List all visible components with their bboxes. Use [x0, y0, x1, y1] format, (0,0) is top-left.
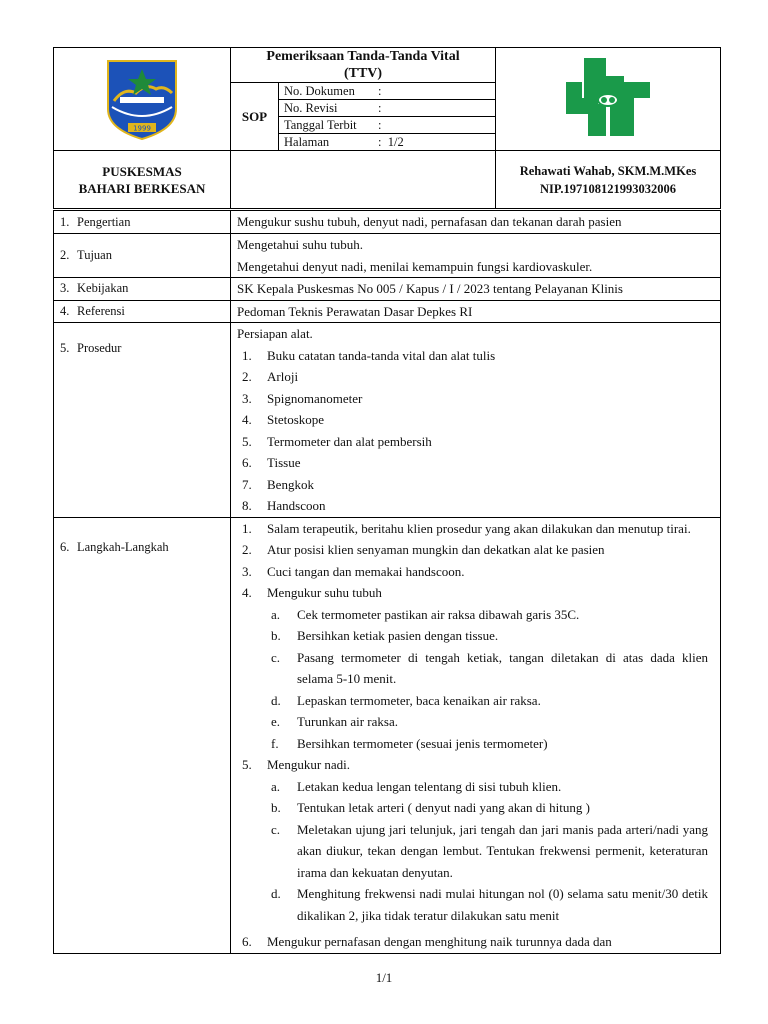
list-item: 4. Stetoskope	[242, 412, 325, 427]
substep-item: d. Lepaskan termometer, baca kenaikan air raksa.	[271, 692, 541, 708]
empty-cell	[231, 151, 496, 209]
step-item: 6. Mengukur pernafasan dengan menghitung naik turunnya dada dan	[242, 934, 612, 949]
substep-list	[267, 604, 708, 755]
row-prosedur	[54, 323, 721, 518]
list-item: 7. Bengkok	[242, 476, 314, 492]
meta-row-dokumen: No. Dokumen :	[279, 83, 496, 100]
sop-body	[53, 210, 721, 954]
sop-title-line2: (TTV)	[343, 66, 383, 81]
list-item: 1. Buku catatan tanda-tanda vital dan alat tulis	[242, 347, 496, 363]
row-kebijakan	[54, 278, 721, 301]
regency-emblem-icon	[102, 57, 182, 141]
list-item: 5. Termometer dan alat pembersih	[242, 433, 432, 449]
emblem-year: 1999	[133, 124, 151, 133]
substep-item: d. Menghitung frekwensi nadi mulai hitungan nol (0) selama satu menit/30 detik dikalikan 2, jika tidak teratur dilakukan satu menit	[271, 886, 708, 923]
puskesmas-cross-logo-icon	[562, 54, 654, 140]
page-number: 1/1	[375, 970, 393, 985]
label-referensi: 4. Referensi	[54, 300, 231, 323]
label-tujuan: 2. Tujuan	[54, 234, 231, 278]
step-list	[237, 518, 708, 953]
left-logo-cell	[54, 48, 231, 151]
row-pengertian	[54, 211, 721, 234]
list-item: 3. Spignomanometer	[242, 390, 363, 406]
value-tujuan: Mengetahui suhu tubuh. Mengetahui denyut nadi, menilai kemampuin fungsi kardiovaskuler.	[231, 234, 721, 278]
meta-row-tanggal-terbit: Tanggal Terbit :	[279, 117, 496, 134]
substep-item: a. Cek termometer pastikan air raksa dibawah garis 35C.	[271, 606, 580, 622]
value-langkah	[231, 517, 721, 953]
substep-list	[267, 776, 708, 927]
step-item: 3. Cuci tangan dan memakai handscoon.	[242, 563, 465, 579]
substep-item: c. Pasang termometer di tengah ketiak, tangan diletakan di atas dada klien selama 5-10 menit.	[271, 649, 708, 686]
label-langkah: 6. Langkah-Langkah	[54, 517, 231, 953]
substep-item: b. Bersihkan ketiak pasien dengan tissue.	[271, 628, 499, 643]
value-pengertian: Mengukur sushu tubuh, denyut nadi, pernafasan dan tekanan darah pasien	[231, 211, 721, 234]
step-item: 4. Mengukur suhu tubuh a. Cek termometer pastikan air raksa dibawah garis 35C. b. Bersihkan ketiak pasien dengan tissue. c. Pasang termometer di tengah ketiak, tangan diletakan di atas dada klien selama 5-10 menit. d. Lepaskan termometer, baca kenaikan air raksa. e. Turunkan air raksa. f. Bersihkan termometer (sesuai jenis termometer)	[237, 582, 708, 754]
list-item: 2. Arloji	[242, 369, 299, 384]
right-logo-cell	[496, 48, 721, 151]
signer-block	[496, 151, 721, 209]
substep-item: b. Tentukan letak arteri ( denyut nadi yang akan di hitung )	[271, 800, 590, 815]
step-item: 1. Salam terapeutik, beritahu klien prosedur yang akan dilakukan dan menutup tirai.	[242, 520, 691, 536]
substep-item: f. Bersihkan termometer (sesuai jenis termometer)	[271, 735, 548, 751]
sop-title-line1: Pemeriksaan Tanda-Tanda Vital	[266, 49, 460, 64]
document-header	[53, 47, 721, 209]
step-item: 2. Atur posisi klien senyaman mungkin dan dekatkan alat ke pasien	[242, 542, 605, 557]
list-item: 8. Handscoon	[242, 498, 326, 513]
substep-item: e. Turunkan air raksa.	[271, 714, 398, 729]
tool-list	[237, 345, 708, 517]
label-kebijakan: 3. Kebijakan	[54, 278, 231, 301]
sop-label: SOP	[231, 83, 279, 151]
label-prosedur: 5. Prosedur	[54, 323, 231, 518]
organization-name: PUSKESMAS BAHARI BERKESAN	[54, 151, 231, 209]
row-tujuan	[54, 234, 721, 278]
substep-item: c. Meletakan ujung jari telunjuk, jari tengah dan jari manis pada arteri/nadi yang akan diukur, tekan dengan lembut. Tentukan frekwensi permenit, keteraturan irama dan kekuatan denyutan.	[271, 821, 708, 880]
sop-title	[231, 48, 496, 83]
label-pengertian: 1. Pengertian	[54, 211, 231, 234]
substep-item: a. Letakan kedua lengan telentang di sisi tubuh klien.	[271, 778, 562, 794]
list-item: 6. Tissue	[242, 455, 301, 470]
prosedur-intro: Persiapan alat.	[237, 326, 313, 341]
meta-row-revisi: No. Revisi :	[279, 100, 496, 117]
row-langkah	[54, 517, 721, 953]
value-referensi: Pedoman Teknis Perawatan Dasar Depkes RI	[231, 300, 721, 323]
signer-name: Rehawati Wahab, SKM.M.MKes	[519, 163, 697, 178]
meta-row-halaman: Halaman : 1/2	[279, 134, 496, 151]
row-referensi	[54, 300, 721, 323]
signer-nip: NIP.197108121993032006	[539, 181, 676, 196]
value-prosedur	[231, 323, 721, 518]
value-kebijakan: SK Kepala Puskesmas No 005 / Kapus / I / 2023 tentang Pelayanan Klinis	[231, 278, 721, 301]
step-item: 5. Mengukur nadi. a. Letakan kedua lengan telentang di sisi tubuh klien. b. Tentukan letak arteri ( denyut nadi yang akan di hitung ) c. Meletakan ujung jari telunjuk, jari tengah dan jari manis pada arteri/nadi yang akan diukur, tekan dengan lembut. Tentukan frekwensi permenit, keteraturan irama dan kekuatan denyutan. d. Menghitung frekwensi nadi mulai hitungan nol (0) selama satu menit/30 detik dikalikan 2, jika tidak teratur dilakukan satu menit	[237, 754, 708, 926]
